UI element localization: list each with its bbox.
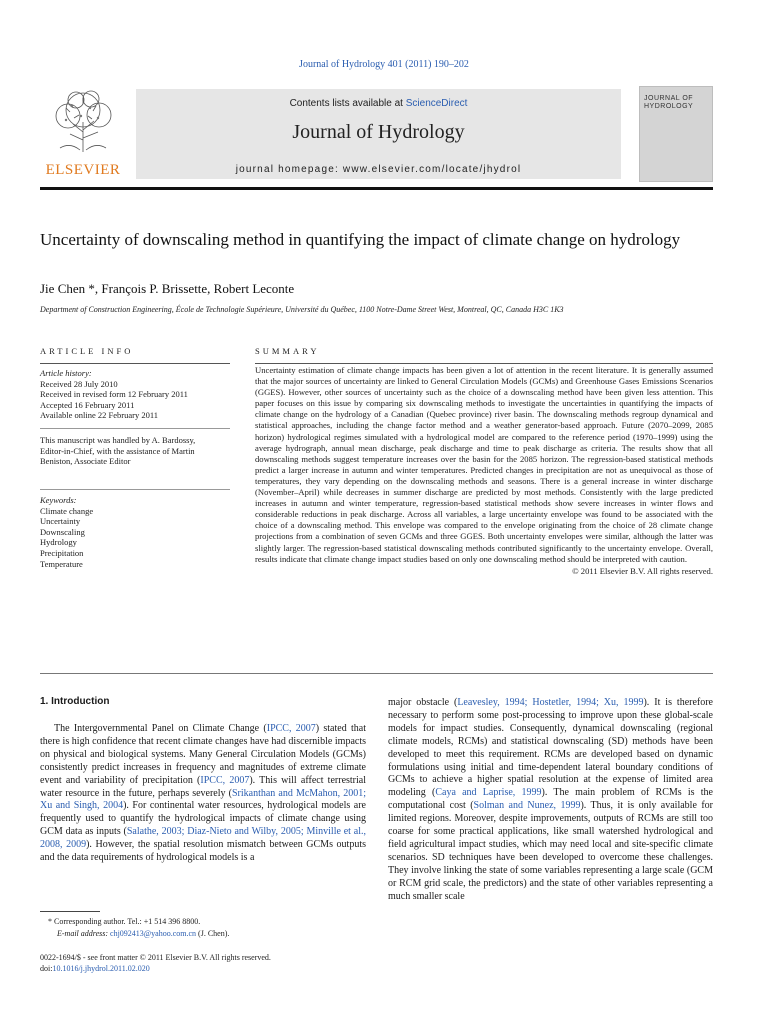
text-run: ). The main problem of RCMs is the computational cost ( bbox=[388, 787, 713, 812]
summary-block bbox=[255, 365, 713, 577]
email-label: E-mail address: bbox=[57, 929, 111, 938]
citation-link[interactable]: Leavesley, 1994; Hostetler, 1994; Xu, 1999 bbox=[457, 697, 644, 708]
text-run: ). However, the spatial resolution mismatch between GCMs outputs and the data requirements of hydrological models is a bbox=[40, 839, 367, 864]
summary-rule bbox=[255, 363, 713, 364]
intro-right-column bbox=[388, 697, 713, 904]
contents-prefix: Contents lists available at bbox=[289, 98, 406, 109]
section-heading-introduction: 1. Introduction bbox=[40, 696, 110, 707]
keywords-block bbox=[40, 495, 230, 569]
intro-paragraph bbox=[40, 723, 366, 865]
journal-banner bbox=[136, 89, 621, 179]
text-run: ). For continental water resources, hydrological models are frequently used to quantify the hydrological impacts of climate change using GCM data as inputs ( bbox=[40, 800, 366, 838]
article-title: Uncertainty of downscaling method in quantifying the impact of climate change on hydrology bbox=[40, 230, 681, 249]
summary-text: Uncertainty estimation of climate change impacts has been given a lot of attention in the recent literature. It is generally assumed that the major sources of uncertainty are linked to General Circulation Models (GCMs) and Greenhouse Gases Emissions Scenarios (GGES). However, other sources of uncertainty such as the choice of a downscaling method have been given less attention. This paper focuses on this issue by comparing six downscaling methods to investigate the uncertainties in quantifying the impacts of climate change on the hydrology of a Canadian (Quebec province) river basin. The downscaling methods regroup dynamical and statistical approaches, including the change factor method and a weather generator-based approach. Future (2070–2099, 2085 horizon) hydrological regimes simulated with a hydrological model are compared to the reference period (1970–1999) using the average hydrograph, annual mean discharge, peak discharge and time to peak discharge as criteria. The results show that all downscaling methods suggest temperature increases over the basin for the 2085 horizon. The regression-based statistical methods predict a larger increase in autumn and winter temperatures. Predicted changes in precipitation are not as unequivocal as those of temperatures, they vary depending on the downscaling methods and seasons. There is a general increase in winter discharge (November–April) while decreases in summer discharge are predicted by most methods. Consistently with the large predicted increases in autumn and winter temperature, regression-based statistical methods show severe increases in winter flows and considerable reductions in peak discharge. Across all variables, a large uncertainty envelope was found to be associated with the choice of a downscaling method. This envelope was compared to the envelope originating from the choice of 28 climate change projections from a combination of seven GCMs and three GGES. Both uncertainty envelopes were similar, although the latter was slightly larger. The regression-based statistical downscaling methods contributed significantly to the uncertainty envelope. Overall, results indicate that climate change impact studies based on only one downscaling method should be interpreted with caution. bbox=[255, 365, 713, 564]
elsevier-logo[interactable] bbox=[40, 84, 126, 184]
article-info-rule bbox=[40, 363, 230, 364]
history-item: Received in revised form 12 February 2011 bbox=[40, 389, 188, 400]
elsevier-tree-icon bbox=[46, 88, 120, 154]
author-affiliation: Department of Construction Engineering, École de Technologie Supérieure, Université du Québec, 1100 Notre-Dame Street West, Montreal, QC, Canada H3C 1K3 bbox=[40, 305, 564, 314]
header-rule bbox=[40, 187, 713, 190]
email-note bbox=[57, 928, 377, 939]
journal-cover-thumbnail[interactable] bbox=[639, 86, 713, 182]
summary-bottom-rule bbox=[40, 673, 713, 674]
text-run: ). This will affect terrestrial water resource in the future, perhaps severely ( bbox=[40, 774, 366, 799]
keyword-item: Precipitation bbox=[40, 547, 84, 558]
contents-line bbox=[136, 98, 621, 109]
citation-link[interactable]: Salathe, 2003; Diaz-Nieto and Wilby, 2005; Minville et al., 2008, 2009 bbox=[40, 826, 367, 851]
history-item: Available online 22 February 2011 bbox=[40, 410, 159, 421]
text-run: ). It is therefore necessary to perform some post-processing to improve upon these global-scale models for impact studies. Consequently, dynamical downscaling (regional climate models, RCMs) and statistical downscaling (SD) methods have been developed to meet this requirement. RCMs are developed based on dynamic formulations using initial and time-dependent lateral boundary conditions of GCMs to achieve a higher spatial resolution at the expense of limited area modeling ( bbox=[388, 697, 713, 799]
cover-title: JOURNAL OF HYDROLOGY bbox=[644, 95, 694, 110]
copyright-line: © 2011 Elsevier B.V. All rights reserved. bbox=[572, 565, 713, 576]
citation-link[interactable]: IPCC, 2007 bbox=[200, 774, 250, 786]
sciencedirect-link[interactable]: ScienceDirect bbox=[405, 98, 468, 109]
summary-heading: SUMMARY bbox=[255, 346, 320, 356]
issn-line: 0022-1694/$ - see front matter © 2011 Elsevier B.V. All rights reserved. bbox=[40, 953, 271, 962]
keyword-item: Climate change bbox=[40, 505, 94, 516]
text-run: major obstacle ( bbox=[388, 697, 458, 708]
keyword-item: Downscaling bbox=[40, 526, 85, 537]
journal-homepage[interactable]: journal homepage: www.elsevier.com/locate/jhydrol bbox=[235, 164, 522, 175]
keyword-item: Hydrology bbox=[40, 537, 77, 548]
article-info-heading: ARTICLE INFO bbox=[40, 346, 134, 356]
history-item: Accepted 16 February 2011 bbox=[40, 399, 135, 410]
handled-by: This manuscript was handled by A. Bardossy, Editor-in-Chief, with the assistance of Martin Beniston, Associate Editor bbox=[40, 435, 196, 467]
publisher-name: ELSEVIER bbox=[45, 162, 121, 178]
keyword-item: Uncertainty bbox=[40, 516, 81, 527]
history-rule bbox=[40, 428, 230, 429]
text-run: ) stated that there is high confidence that recent climate changes have had discernible impacts on physical and biological systems. Many General Circulation Models (GCMs) consistently predict increases in frequency and magnitudes of extreme climate event and variability of precipitation ( bbox=[40, 723, 366, 786]
text-run: ). Thus, it is only available for limited regions. Moreover, despite improvements, outputs of RCMs are still too coarse for some practical applications, like small watershed hydrological and field agricultural impact studies, which may need local and site-specific climate scenarios. SD techniques have been developed to overcome these challenges. They involve linking the state of some variables representing a large scale (GCM or RCM grid scale, the predictors) and the state of other variables representing a much smaller scale bbox=[388, 800, 713, 902]
citation-link[interactable]: Solman and Nunez, 1999 bbox=[473, 800, 581, 812]
email-link[interactable]: chj092413@yahoo.com.cn bbox=[110, 929, 197, 938]
keywords-label: Keywords: bbox=[40, 495, 77, 505]
history-label: Article history: bbox=[40, 368, 92, 378]
keywords-rule bbox=[40, 489, 230, 490]
intro-paragraph-continued bbox=[388, 697, 713, 904]
masthead bbox=[40, 84, 713, 184]
footnote-rule bbox=[40, 911, 100, 912]
citation-link[interactable]: Srikanthan and McMahon, 2001; Xu and Singh, 2004 bbox=[40, 787, 366, 812]
citation-link[interactable]: IPCC, 2007 bbox=[266, 723, 316, 734]
corresponding-author-note: * Corresponding author. Tel.: +1 514 396 8800. bbox=[48, 917, 201, 926]
keyword-item: Temperature bbox=[40, 558, 83, 569]
doi-line bbox=[40, 963, 440, 974]
intro-left-column bbox=[40, 723, 366, 865]
citation-link[interactable]: Caya and Laprise, 1999 bbox=[435, 787, 542, 799]
history-item: Received 28 July 2010 bbox=[40, 378, 118, 389]
doi-label: doi: bbox=[40, 964, 53, 973]
journal-name: Journal of Hydrology bbox=[292, 121, 465, 143]
journal-citation[interactable]: Journal of Hydrology 401 (2011) 190–202 bbox=[299, 59, 469, 70]
doi-link[interactable]: 10.1016/j.jhydrol.2011.02.020 bbox=[52, 964, 150, 973]
email-suffix: (J. Chen). bbox=[196, 929, 230, 938]
article-history bbox=[40, 368, 230, 421]
text-run: The Intergovernmental Panel on Climate Change ( bbox=[54, 723, 267, 734]
article-authors: Jie Chen *, François P. Brissette, Robert Leconte bbox=[40, 281, 295, 296]
